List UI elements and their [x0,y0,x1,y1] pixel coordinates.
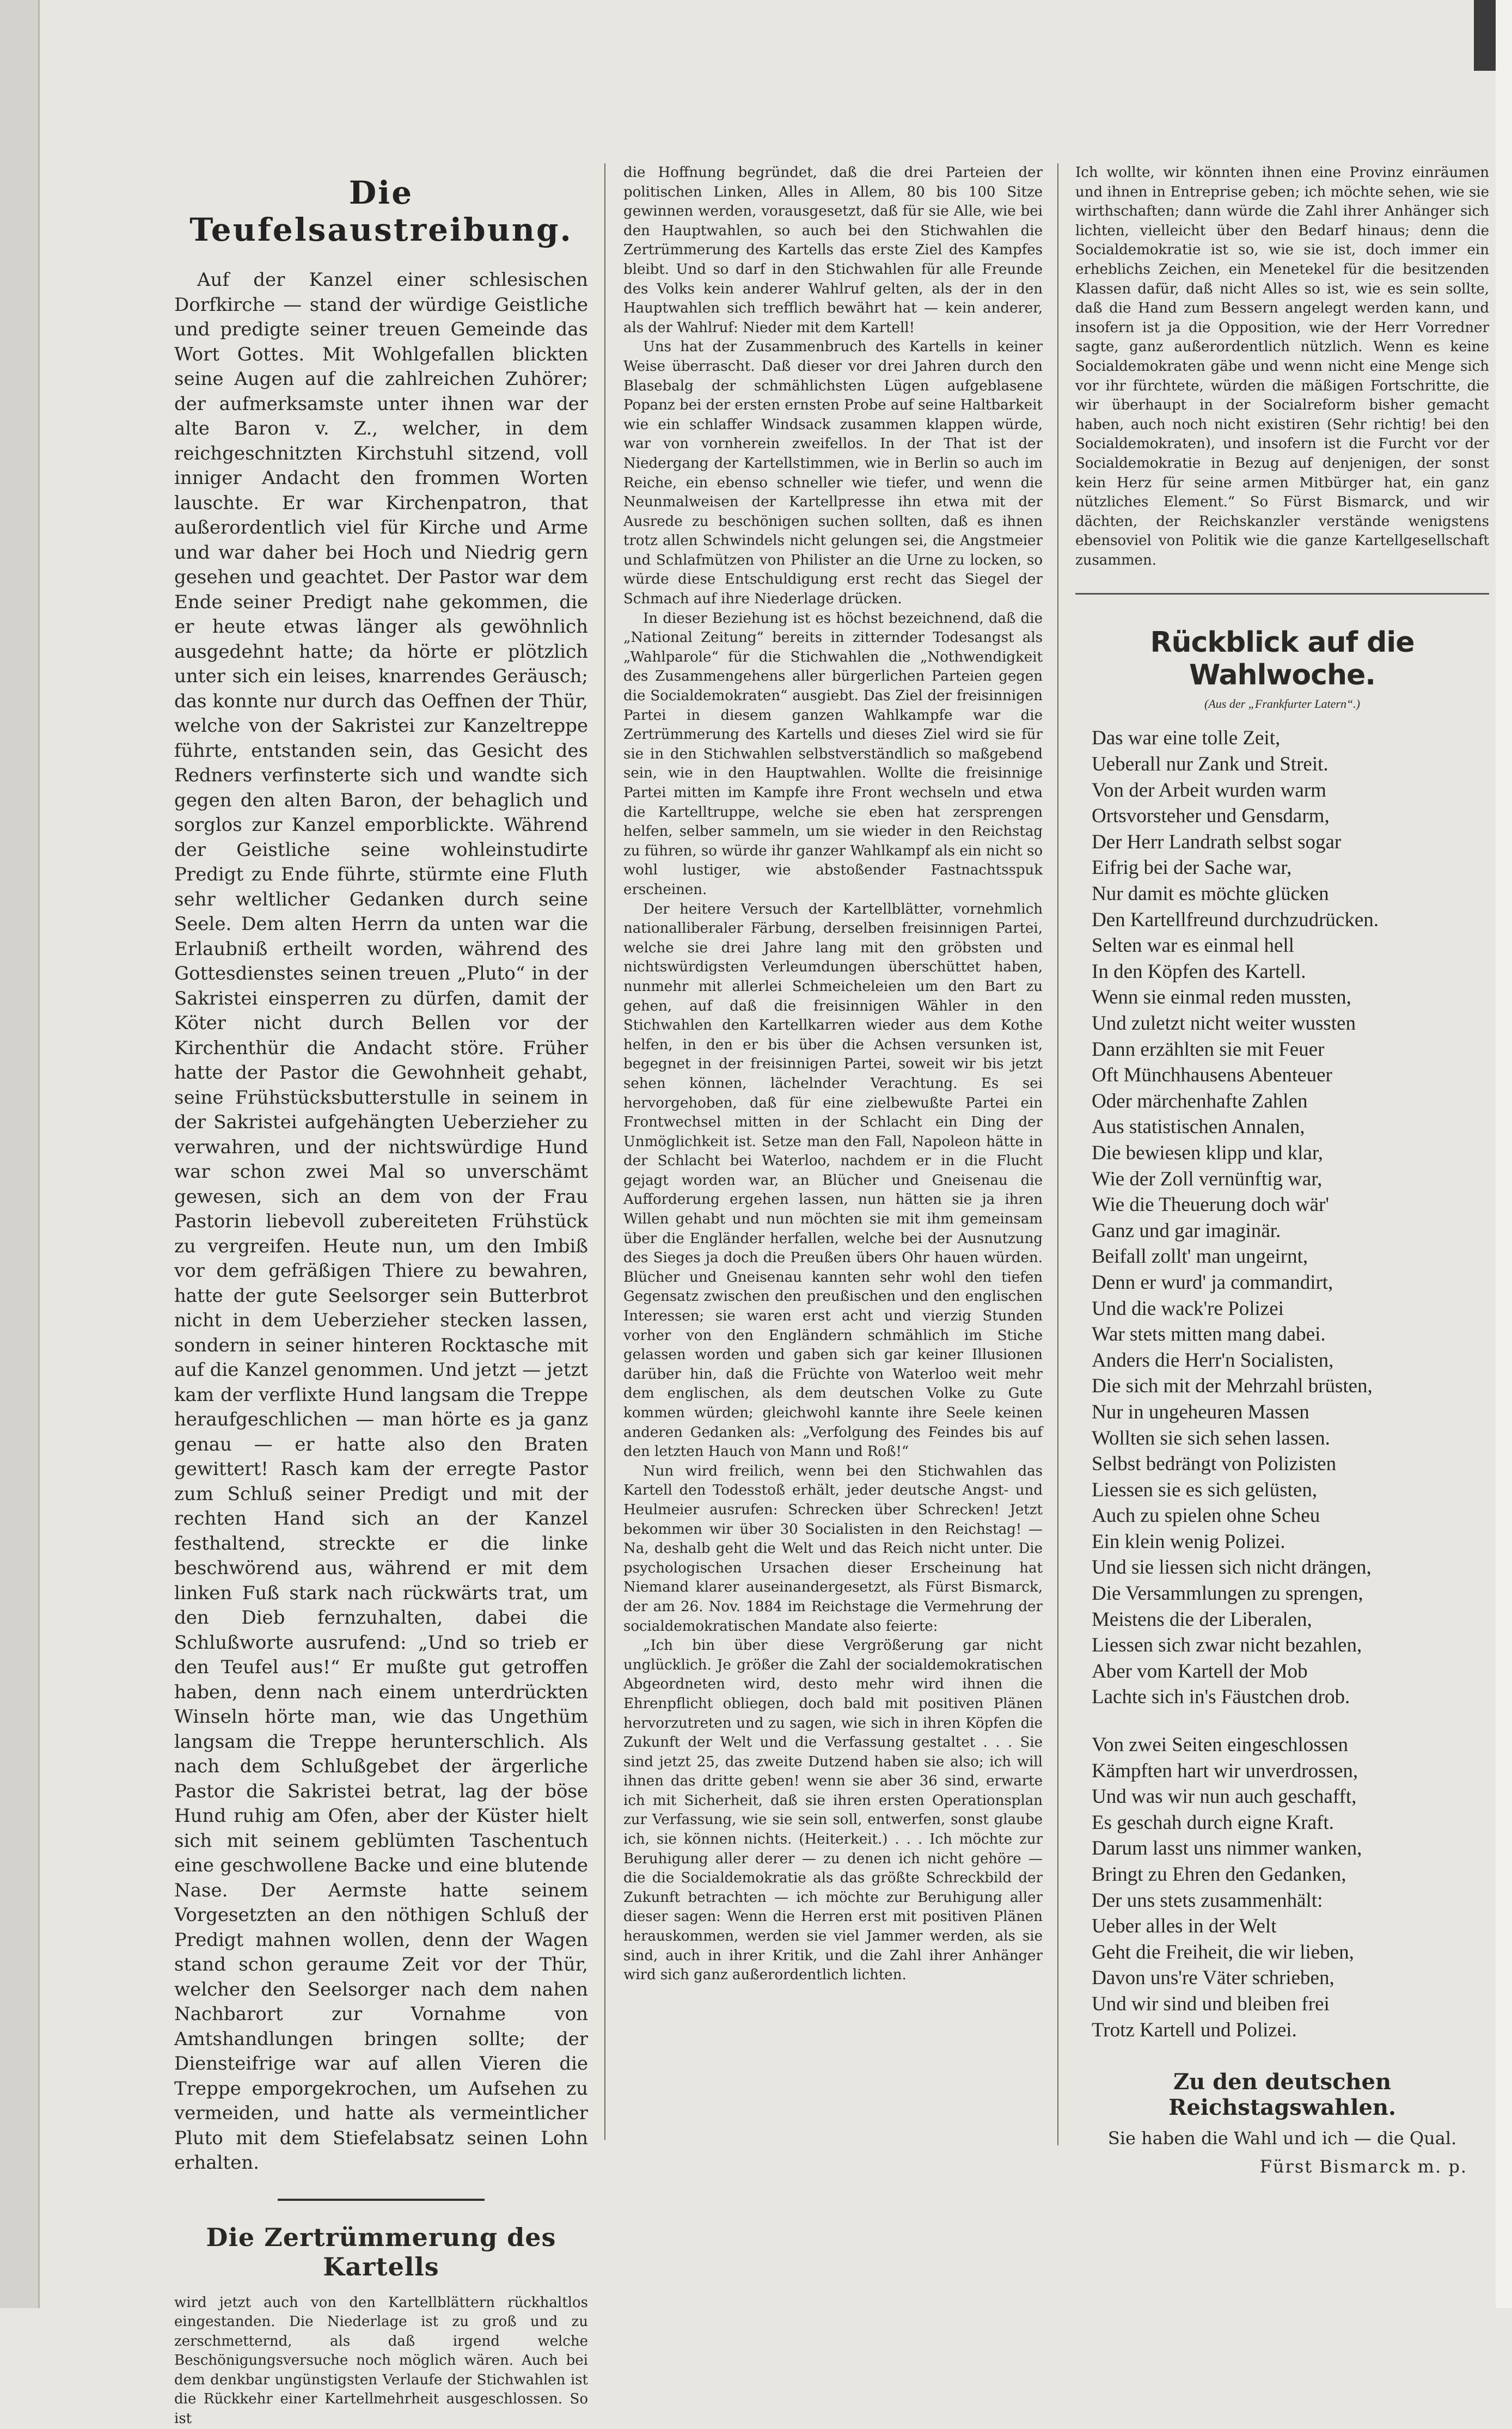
poem-line: Ueberall nur Zank und Streit. [1092,753,1329,776]
poem-line: Wenn sie einmal reden mussten, [1092,986,1351,1009]
article-paragraph: In dieser Beziehung ist es höchst bezeichnend, daß die „National Zeitung“ bereits in zitternder Todesangst als „Wahlparole“ für die Stichwahlen die „Nothwendigkeit des Zusammengehens aller bürgerlichen Parteien gegen die Socialdemokraten“ ausgiebt. Das Ziel der freisinnigen Partei in diesem ganzen Wahlkampfe war die Zertrümmerung des Kartells und dieses Ziel wird sie für sie in den Stichwahlen selbstverständlich so maßgebend sein, wie in den Hauptwahlen. Wollte die freisinnige Partei mitten im Kampfe ihre Front wechseln und etwa die Kartelltruppe, welche sie eben hat zersprengen helfen, selber sammeln, um sie wieder in den Reichstag zu führen, so würde ihr ganzer Wahlkampf als ein nicht so wohl lustiger, wie abstoßender Fastnachtsspuk erscheinen. [623,610,1043,898]
section-rule [1075,593,1489,595]
poem-line: Das war eine tolle Zeit, [1092,727,1281,750]
article-body-zertruemmerung-start: wird jetzt auch von den Kartellblättern rückhaltlos eingestanden. Die Niederlage ist zu groß und zu zerschmetternd, als daß irgend welche Beschönigungsversuche noch möglich wären. Auch bei dem denkbar ungünstigsten Verlaufe der Stichwahlen ist die Rückkehr einer Kartellmehrheit ausgeschlossen. So ist [174,2294,588,2427]
poem-line: Von zwei Seiten eingeschlossen [1092,1734,1348,1757]
poem-line: Die bewiesen klipp und klar, [1092,1141,1323,1164]
column-3 [1075,163,1489,2177]
poem-line: Wie die Theuerung doch wär' [1092,1194,1329,1216]
poem-stanza-2 [1092,1732,1489,2043]
poem-line: Nur in ungeheuren Massen [1092,1400,1309,1423]
poem-line: Liessen sich zwar nicht bezahlen, [1092,1634,1362,1657]
poem-line: Dann erzählten sie mit Feuer [1092,1038,1325,1061]
column-1 [174,163,588,2429]
bismarck-quote: „Ich bin über diese Vergrößerung gar nicht unglücklich. Je größer die Zahl der socialdemokratischen Abgeordneten wird, desto mehr wird ihnen die Ehrenpflicht obliegen, doch bald mit positiven Plänen hervorzutreten und zu sagen, wie sich in ihren Köpfen die Zukunft der Welt und die Verfassung gestaltet . . . Sie sind jetzt 25, das zweite Dutzend haben sie also; ich will ihnen das dritte geben! wenn sie aber 36 sind, erwarte ich mit Sicherheit, daß sie ihren ersten Operationsplan zur Verfassung, wie sie sein soll, entwerfen, sonst glaube ich, sie können nichts. (Heiterkeit.) . . . Ich möchte zur Beruhigung aller derer — zu denen ich nicht gehöre — die die Socialdemokratie als das größte Schreckbild der Zukunft betrachten — ich möchte zur Beruhigung aller dieser sagen: Wenn die Herren erst mit positiven Plänen herauskommen, werden sie viel Jammer werden, als sie sind, auch in ihrer Kritik, und die Zahl ihrer Anhänger wird sich ganz außerordentlich lichten. [623,1637,1043,1984]
poem-line: Anders die Herr'n Socialisten, [1092,1349,1334,1372]
poem-line: Nur damit es möchte glücken [1092,883,1329,905]
column-divider-1 [604,163,605,2140]
article-title-teufelsaustreibung: Die Teufelsaustreibung. [189,174,573,248]
poem-line: Eifrig bei der Sache war, [1092,856,1292,879]
poem-line: Denn er wurd' ja commandirt, [1092,1271,1333,1294]
article-body-teufelsaustreibung: Auf der Kanzel einer schlesischen Dorfkirche — stand der würdige Geistliche und predigte seiner treuen Gemeinde das Wort Gottes. Mit Wohlgefallen blickten seine Augen auf die zahlreichen Zuhörer; der aufmerksamste unter ihnen war der alte Baron v. Z., welcher, in dem reichgeschnitzten Kirchstuhl sitzend, voll inniger Andacht den frommen Worten lauschte. Er war Kirchenpatron, that außerordentlich viel für Kirche und Arme und war daher bei Hoch und Niedrig gern gesehen und geachtet. Der Pastor war dem Ende seiner Predigt nahe gekommen, die er heute etwas länger als gewöhnlich ausgedehnt hatte; da hörte er plötzlich unter sich ein leises, knarrendes Geräusch; das konnte nur durch das Oeffnen der Thür, welche von der Sakristei zur Kanzeltreppe führte, entstanden sein, das Gesicht des Redners verfinsterte sich und wandte sich gegen den alten Baron, der behaglich und sorglos zur Kanzel emporblickte. Während der Geistliche seine wohleinstudirte Predigt zu Ende führte, stürmte eine Fluth sehr weltlicher Gedanken durch seine Seele. Dem alten Herrn da unten war die Erlaubniß ertheilt worden, während des Gottesdienstes seinen treuen „Pluto“ in der Sakristei einsperren zu dürfen, damit der Köter nicht durch Bellen vor der Kirchenthür die Andacht störe. Früher hatte der Pastor die Gewohnheit gehabt, seine Frühstücksbutterstulle in seinem in der Sakristei aufgehängten Ueberzieher zu verwahren, und der nichtswürdige Hund war schon zwei Mal so unverschämt gewesen, sich an dem von der Frau Pastorin liebevoll zubereiteten Frühstück zu vergreifen. Heute nun, um den Imbiß vor dem gefräßigen Thiere zu bewahren, hatte der gute Seelsorger sein Butterbrot nicht in dem Ueberzieher stecken lassen, sondern in seiner hinteren Rocktasche mit auf die Kanzel genommen. Und jetzt — jetzt kam der verflixte Hund langsam die Treppe heraufgeschlichen — man hörte es ja ganz genau — er hatte also den Braten gewittert! Rasch kam der erregte Pastor zum Schluß seiner Predigt und mit der rechten Hand sich an der Kanzel festhaltend, streckte er die linke beschwörend aus, während er mit dem linken Fuß stark nach rückwärts trat, um den Dieb fernzuhalten, dabei die Schlußworte ausrufend: „Und so trieb er den Teufel aus!“ Er mußte gut getroffen haben, denn nach einem unterdrückten Winseln hörte man, wie das Ungethüm langsam die Treppe herunterschlich. Als nach dem Schlußgebet der ärgerliche Pastor die Sakristei betrat, lag der böse Hund ruhig am Ofen, aber der Küster hielt sich mit seinem geblümten Taschentuch eine geschwollene Backe und eine blutende Nase. Der Aermste hatte seinem Vorgesetzten an den nöthigen Schluß der Predigt mahnen wollen, denn der Wagen stand schon geraume Zeit vor der Thür, welcher den Seelsorger nach dem nahen Nachbarort zur Vornahme von Amtshandlungen bringen sollte; der Diensteifrige war auf allen Vieren die Treppe emporgekrochen, um Aufsehen zu vermeiden, und hatte als vermeintlicher Pluto mit dem Stiefelabsatz seinen Lohn erhalten. [174,269,588,2174]
poem-line: Auch zu spielen ohne Scheu [1092,1504,1320,1527]
poem-line: Und wir sind und bleiben frei [1092,1992,1330,2015]
article-title-zertruemmerung: Die Zertrümmerung des Kartells [206,2222,556,2281]
poem-line: Bringt zu Ehren den Gedanken, [1092,1863,1346,1886]
poem-line: Oder märchenhafte Zahlen [1092,1090,1308,1112]
page-right-edge [1496,0,1512,2308]
poem-line: Der Herr Landrath selbst sogar [1092,830,1342,853]
article-paragraph: Uns hat der Zusammenbruch des Kartells in keiner Weise überrascht. Daß dieser vor drei Jahren durch den Blasebalg der schmählichsten Lügen aufgeblasene Popanz bei der ersten ernsten Probe auf seine Haltbarkeit wie ein schlaffer Windsack zusammen klappen würde, war von vornherein zweifellos. In der That ist der Niedergang der Kartellstimmen, wie in Berlin so auch im Reiche, ein ebenso schneller wie tiefer, und wenn die Neunmalweisen der Kartellpresse ihn etwa mit der Ausrede zu beschönigen suchen sollten, daß es ihnen trotz allen Schwindels nicht gelungen sei, die Angstmeier und Schlafmützen von Philister an die Urne zu locken, so würde diese Entschuldigung erst recht das Siegel der Schmach auf ihre Niederlage drücken. [623,339,1043,608]
poem-title: Rückblick auf die Wahlwoche. [1150,626,1415,692]
poem-line: Ein klein wenig Polizei. [1092,1530,1285,1553]
poem-line: Geht die Freiheit, die wir lieben, [1092,1941,1354,1963]
poem-line: Und sie liessen sich nicht drängen, [1092,1556,1372,1579]
poem-line: Trotz Kartell und Polizei. [1092,2018,1297,2041]
poem-line: Ortsvorsteher und Gensdarm, [1092,805,1330,828]
poem-line: Selten war es einmal hell [1092,934,1294,957]
poem-line: Die Versammlungen zu sprengen, [1092,1582,1363,1605]
poem-stanza-1 [1092,725,1489,1710]
article-paragraph: die Hoffnung begründet, daß die drei Parteien der politischen Linken, Alles in Allem, 80 bis 100 Sitze gewinnen werden, vorausgesetzt, daß für sie Alle, wie bei den Hauptwahlen, so auch bei den Stichwahlen die Zertrümmerung des Kartells das erste Ziel des Kampfes bleibt. Und so darf in den Stichwahlen für alle Freunde des Volks kein anderer Wahlruf gelten, als der in den Hauptwahlen sich trefflich bewährt hat — kein anderer, als der Wahlruf: Nieder mit dem Kartell! [623,164,1043,336]
poem-line: Der uns stets zusammenhält: [1092,1889,1323,1912]
poem-line: Selbst bedrängt von Polizisten [1092,1453,1337,1476]
poem-line: Aus statistischen Annalen, [1092,1116,1305,1139]
section-rule [278,2199,485,2201]
poem-line: Und zuletzt nicht weiter wussten [1092,1012,1356,1035]
column-divider-2 [1057,163,1058,2145]
poem-line: Wollten sie sich sehen lassen. [1092,1427,1330,1449]
poem-line: War stets mitten mang dabei. [1092,1323,1326,1346]
article-paragraph: Nun wird freilich, wenn bei den Stichwahlen das Kartell den Todesstoß erhält, jeder deutsche Angst- und Heulmeier ausrufen: Schrecken über Schrecken! Jetzt bekommen wir über 30 Socialisten in den Reichstag! — Na, deshalb geht die Welt und das Reich nicht unter. Die psychologischen Ursachen dieser Erscheinung hat Niemand klarer auseinandergesetzt, als Fürst Bismarck, der am 26. Nov. 1884 im Reichstage die Vermehrung der socialdemokratischen Mandate also feierte: [623,1463,1043,1635]
poem-line: Kämpften hart wir unverdrossen, [1092,1759,1358,1782]
poem-line: Davon uns're Väter schrieben, [1092,1967,1335,1990]
poem-line: Die sich mit der Mehrzahl brüsten, [1092,1375,1373,1398]
closing-signature: Fürst Bismarck m. p. [1259,2156,1467,2177]
poem-line: Den Kartellfreund durchzudrücken. [1092,908,1379,931]
poem-line: Und die wack're Polizei [1092,1297,1284,1320]
poem-line: Liessen sie es sich gelüsten, [1092,1478,1318,1501]
poem-line: Oft Münchhausens Abenteuer [1092,1064,1332,1087]
poem-line: Darum lasst uns nimmer wanken, [1092,1837,1362,1860]
poem-line: Beifall zollt' man ungeirnt, [1092,1245,1308,1268]
poem-line: In den Köpfen des Kartell. [1092,960,1306,983]
poem-line: Ueber alles in der Welt [1092,1915,1277,1938]
poem-line: Ganz und gar imaginär. [1092,1219,1281,1242]
scan-mark [1474,0,1496,71]
column-2 [623,163,1043,1985]
poem-line: Aber vom Kartell der Mob [1092,1660,1308,1682]
closing-title: Zu den deutschen Reichstagswahlen. [1168,2069,1396,2121]
article-paragraph: Der heitere Versuch der Kartellblätter, vornehmlich nationalliberaler Färbung, derselben freisinnigen Partei, welche sie drei Jahre lang mit den gröbsten und nichtswürdigsten Verleumdungen überschüttet haben, nunmehr mit allerlei Schmeicheleien um den Bart zu gehen, auf daß die freisinnigen Wähler in den Stichwahlen den Kartellkarren wieder aus dem Kothe helfen, in den er bis über die Achsen versunken ist, begegnet in der freisinnigen Partei, soweit wir bis jetzt sehen können, lächelnder Verachtung. Es sei hervorgehoben, daß für eine zielbewußte Partei ein Frontwechsel mitten in der Schlacht ein Ding der Unmöglichkeit ist. Setze man den Fall, Napoleon hätte in der Schlacht bei Waterloo, nachdem er in die Flucht gejagt worden war, an Blücher und Gneisenau die Aufforderung ergehen lassen, nun hätten sie ja ihren Willen gehabt und nun möchten sie mit ihm gemeinsam über die Engländer herfallen, welche bei der Ausnutzung des Sieges ja doch die Preußen übers Ohr hauen würden. Blücher und Gneisenau kannten sehr wohl den tiefen Gegensatz zwischen den preußischen und den englischen Interessen; sie waren erst acht und vierzig Stunden vorher von den Engländern schmählich im Stiche gelassen worden und gaben sich gar keiner Illusionen darüber hin, daß die Früchte von Waterloo weit mehr dem englischen, als dem deutschen Volke zu Gute kommen würden; gleichwohl kannte ihre Seele keinen anderen Gedanken als: „Verfolgung des Feindes bis auf den letzten Hauch von Mann und Roß!“ [623,901,1043,1460]
poem-line: Meistens die der Liberalen, [1092,1608,1312,1631]
page-left-edge [0,0,40,2308]
poem-source: (Aus der „Frankfurter Latern“.) [1204,697,1360,711]
poem-line: Wie der Zoll vernünftig war, [1092,1167,1323,1190]
poem-line: Es geschah durch eigne Kraft. [1092,1811,1334,1834]
closing-quote: Sie haben die Wahl und ich — die Qual. [1107,2128,1457,2149]
poem-line: Von der Arbeit wurden warm [1092,779,1326,801]
stanza-gap [1075,1710,1489,1732]
poem-line: Lachte sich in's Fäustchen drob. [1092,1686,1350,1709]
poem-line: Und was wir nun auch geschafft, [1092,1785,1357,1808]
article-paragraph-continued: Ich wollte, wir könnten ihnen eine Provinz einräumen und ihnen in Entreprise geben; ich möchte sehen, wie sie wirthschaften; dann würde die Zahl ihrer Anhänger sich lichten, vielleicht über den Bedarf hinaus; denn die Socialdemokratie ist so, wie sie ist, doch immer ein erheblichs Zeichen, ein Menetekel für die besitzenden Klassen dafür, daß nicht Alles so ist, wie es sein sollte, daß die Hand zum Bessern angelegt werden kann, und insofern ist ja die Opposition, wie der Herr Vorredner sagte, ganz außerordentlich nützlich. Wenn es keine Socialdemokraten gäbe und wenn nicht eine Menge sich vor ihr fürchtete, würden die mäßigen Fortschritte, die wir überhaupt in der Socialreform bisher gemacht haben, auch noch nicht existiren (Sehr richtig! bei den Socialdemokraten), und insofern ist die Furcht vor der Socialdemokratie in Bezug auf denjenigen, der sonst kein Herz für seine armen Mitbürger hat, ein ganz nützliches Element.“ So Fürst Bismarck, und wir dächten, der Reichskanzler verstände wenigstens ebensoviel von Politik wie die ganze Kartellgesellschaft zusammen. [1075,164,1489,568]
